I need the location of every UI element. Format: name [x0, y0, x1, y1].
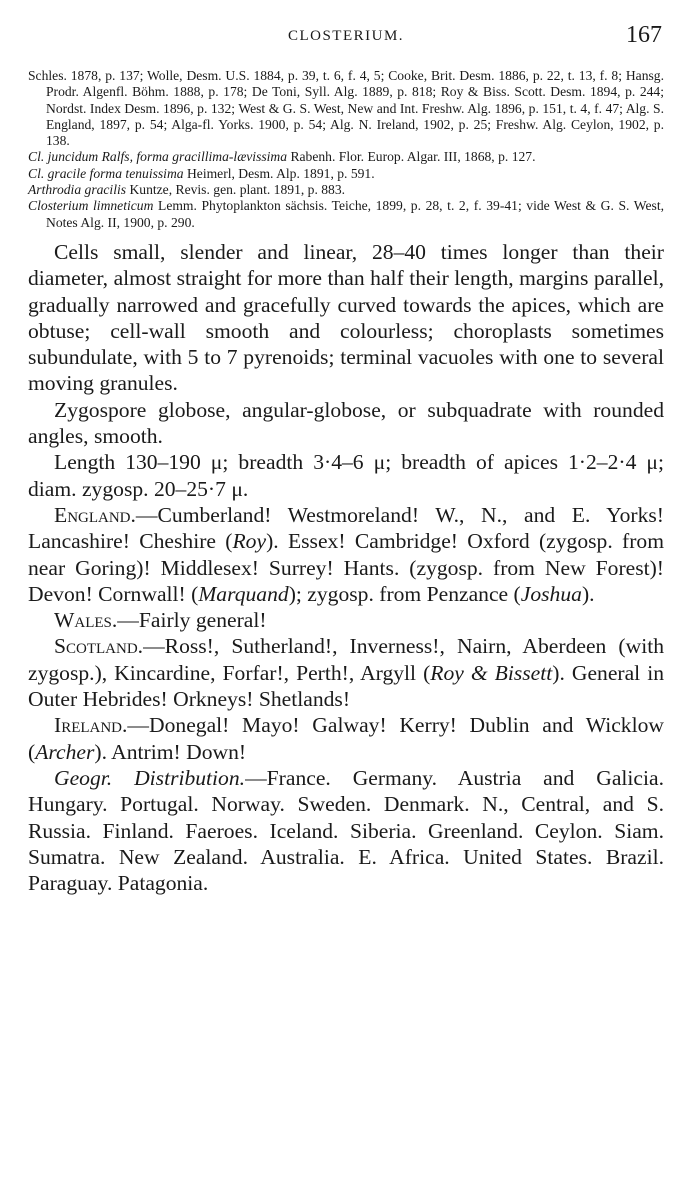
page-number: 167 — [626, 22, 662, 48]
dimensions-paragraph: Length 130–190 μ; breadth 3·4–6 μ; breadth of apices 1·2–2·4 μ; diam. zygosp. 20–25·7 μ. — [28, 450, 664, 501]
authority-name: Roy — [232, 529, 267, 554]
reference-text: Heimerl, Desm. Alp. 1891, p. 591. — [183, 165, 375, 181]
reference-entry — [28, 198, 664, 231]
reference-entry — [28, 149, 664, 165]
page-header — [28, 22, 664, 52]
region-label: Wales. — [54, 608, 118, 633]
reference-text: Rabenh. Flor. Europ. Algar. III, 1868, p. 127. — [287, 149, 536, 165]
reference-text: Schles. 1878, p. 137; Wolle, Desm. U.S. 1884, p. 39, t. 6, f. 4, 5; Cooke, Brit. Desm. 1886, p. 22, t. 13, f. 8; Hansg. Prodr. Algenfl. Böhm. 1888, p. 178; De Toni, Syll. Alg. 1889, p. 818; Roy & Biss. Scott. Desm. 1894, p. 244; Nordst. Index Desm. 1896, p. 132; West & G. S. West, New and Int. Freshw. Alg. 1896, p. 151, t. 4, f. 47; Alg. S. England, 1897, p. 54; Alga-fl. Yorks. 1900, p. 54; Alg. N. Ireland, 1902, p. 25; Freshw. Alg. Ceylon, 1902, p. 138. — [28, 68, 664, 149]
region-label: Scotland. — [54, 634, 144, 659]
reference-text: Lemm. Phytoplankton sächsis. Teiche, 1899, p. 28, t. 2, f. 39-41; vide West & G. S. West, Notes Alg. II, 1900, p. 290. — [46, 198, 664, 230]
scotland-records: Scotland.—Ross!, Sutherland!, Inverness!, Nairn, Aberdeen (with zygosp.), Kincardine, Forfar!, Perth!, Argyll (Roy & Bissett). General in Outer Hebrides! Orkneys! Shetlands! — [28, 634, 664, 712]
species-body — [28, 239, 664, 896]
reference-text: Kuntze, Revis. gen. plant. 1891, p. 883. — [126, 182, 346, 198]
description-paragraph: Cells small, slender and linear, 28–40 times longer than their diameter, almost straight for more than half their length, margins parallel, gradually narrowed and gracefully curved towards the apices, which are obtuse; cell-wall smooth and colourless; choroplasts sometimes subundulate, with 5 to 7 pyrenoids; terminal vacuoles with one to several moving granules. — [28, 239, 664, 396]
synonymy-references — [28, 68, 664, 231]
zygospore-paragraph: Zygospore globose, angular-globose, or subquadrate with rounded angles, smooth. — [28, 397, 664, 449]
reference-synonym: Cl. gracile forma tenuissima — [28, 165, 184, 181]
ireland-records: Ireland.—Donegal! Mayo! Galway! Kerry! Dublin and Wicklow (Archer). Antrim! Down! — [28, 713, 664, 764]
region-label: England. — [54, 502, 136, 527]
reference-entry — [28, 68, 664, 149]
reference-entry — [28, 166, 664, 182]
geographic-distribution: Geogr. Distribution.—France. Germany. Austria and Galicia. Hungary. Portugal. Norway. Sweden. Denmark. N., Central, and S. Russia. Finland. Faeroes. Iceland. Siberia. Greenland. Ceylon. Siam. Sumatra. New Zealand. Australia. E. Africa. United States. Brazil. Paraguay. Patagonia. — [28, 765, 664, 896]
wales-records: Wales.—Fairly general! — [54, 608, 267, 633]
authority-name: Roy & Bissett — [430, 660, 553, 685]
england-records: England.—Cumberland! Westmoreland! W., N., and E. Yorks! Lancashire! Cheshire (Roy). Essex! Cambridge! Oxford (zygosp. from near Goring)! Middlesex! Surrey! Hants. (zygosp. from New Forest)! Devon! Cornwall! (Marquand); zygosp. from Penzance (Joshua). — [28, 502, 665, 606]
authority-name: Joshua — [520, 581, 582, 606]
reference-synonym: Closterium limneticum — [28, 198, 154, 214]
reference-entry — [28, 182, 664, 198]
distribution-label: Geogr. Distribution. — [54, 765, 246, 790]
authority-name: Marquand — [198, 581, 289, 606]
region-label: Ireland. — [54, 713, 128, 738]
reference-synonym: Arthrodia gracilis — [28, 182, 127, 198]
authority-name: Archer — [35, 739, 95, 764]
reference-synonym: Cl. juncidum Ralfs, forma gracillima-lævissima — [28, 149, 288, 165]
running-title: CLOSTERIUM. — [287, 28, 405, 44]
